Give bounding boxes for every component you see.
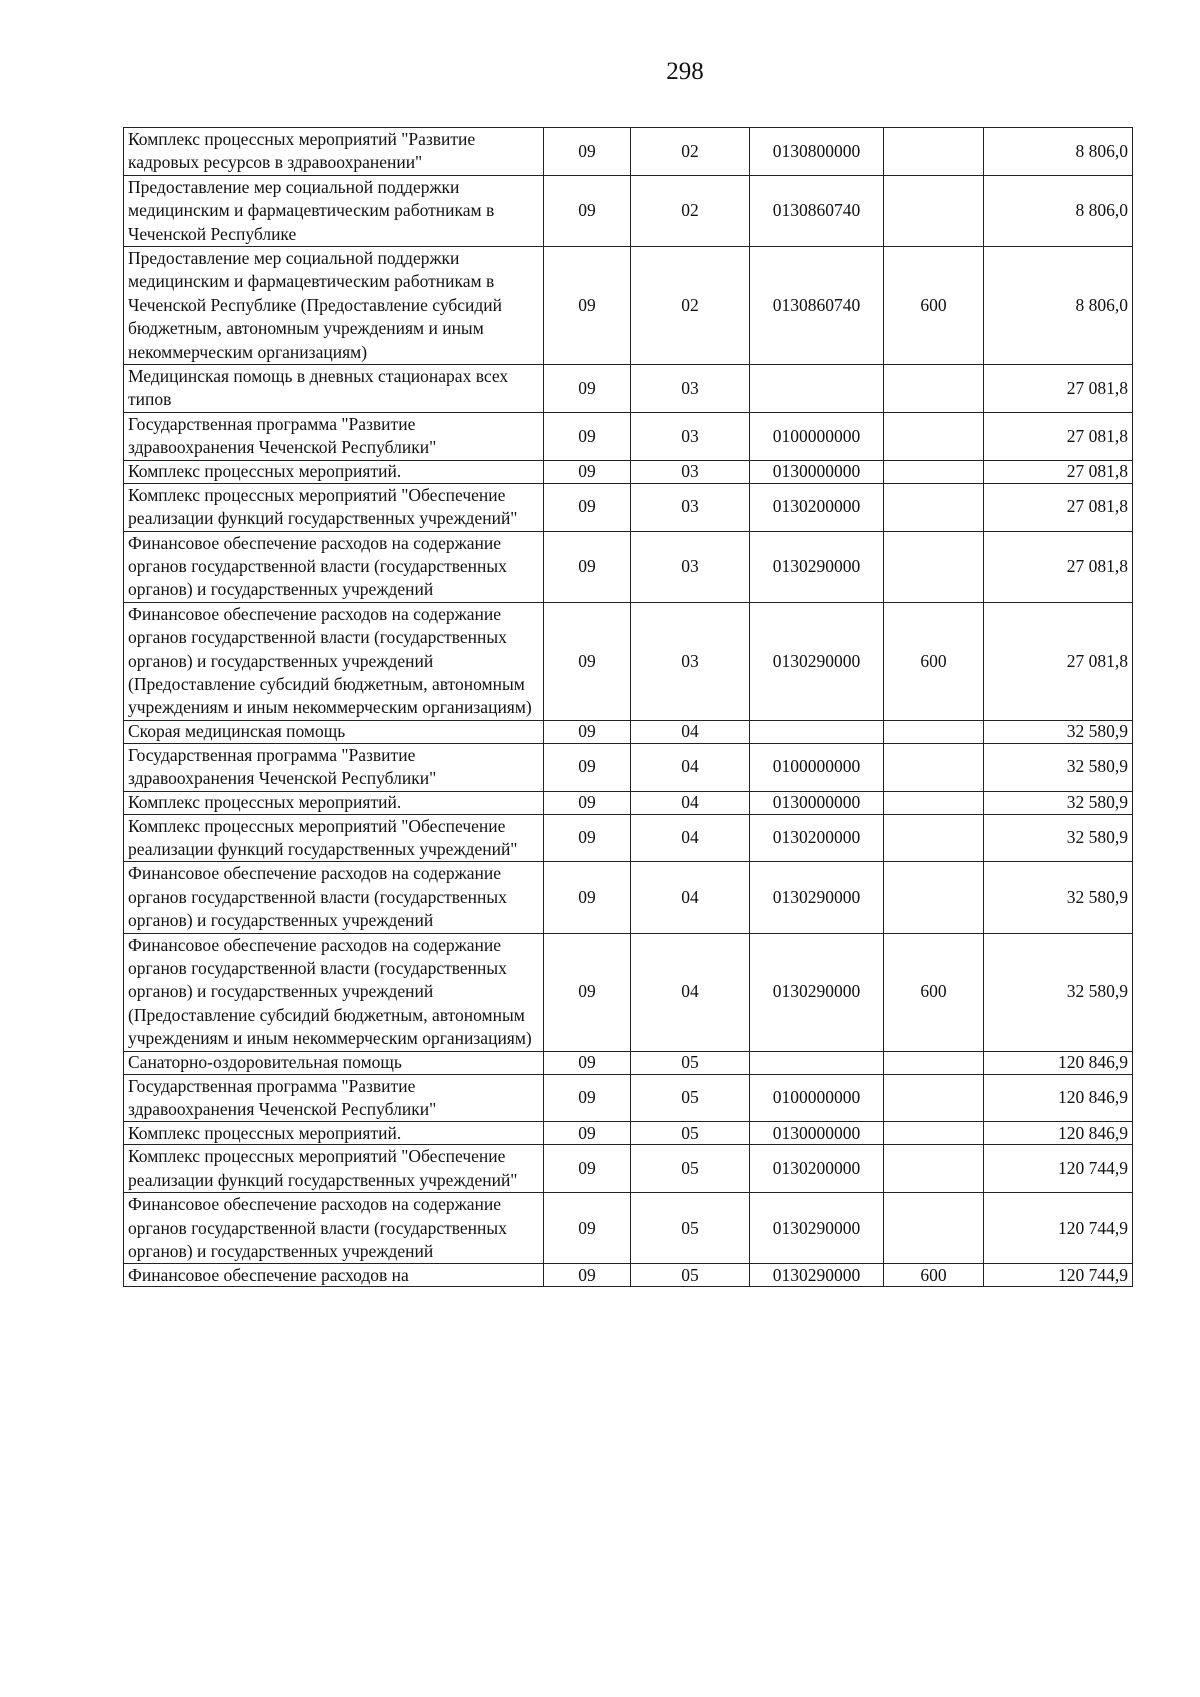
table-row <box>124 720 1133 743</box>
row-section-cell: 09 <box>544 933 631 1051</box>
row-section-cell: 09 <box>544 1074 631 1122</box>
row-amount-cell: 32 580,9 <box>984 720 1133 743</box>
row-expense-type-cell <box>884 791 984 814</box>
row-subsection-cell: 03 <box>631 602 750 720</box>
row-subsection-cell: 04 <box>631 720 750 743</box>
table-row <box>124 602 1133 720</box>
row-amount-cell: 27 081,8 <box>984 412 1133 460</box>
row-target-article-cell <box>750 1051 884 1074</box>
row-target-article-cell: 0130290000 <box>750 862 884 933</box>
row-amount-cell: 8 806,0 <box>984 175 1133 246</box>
row-name-cell: Комплекс процессных мероприятий "Обеспечение реализации функций государственных учреждений" <box>124 483 544 531</box>
row-section-cell: 09 <box>544 1264 631 1287</box>
row-name-cell: Финансовое обеспечение расходов на содержание органов государственной власти (государственных органов) и государственных учреждений <box>124 1193 544 1264</box>
page-number: 298 <box>666 58 704 85</box>
row-amount-cell: 32 580,9 <box>984 791 1133 814</box>
row-name-cell: Медицинская помощь в дневных стационарах всех типов <box>124 365 544 413</box>
row-name-cell: Государственная программа "Развитие здравоохранения Чеченской Республики" <box>124 412 544 460</box>
row-section-cell: 09 <box>544 602 631 720</box>
row-name-cell: Государственная программа "Развитие здравоохранения Чеченской Республики" <box>124 743 544 791</box>
row-subsection-cell: 04 <box>631 743 750 791</box>
row-section-cell: 09 <box>544 791 631 814</box>
row-expense-type-cell <box>884 483 984 531</box>
table-body <box>124 128 1133 1287</box>
row-amount-cell: 8 806,0 <box>984 128 1133 176</box>
row-expense-type-cell <box>884 1145 984 1193</box>
row-expense-type-cell: 600 <box>884 602 984 720</box>
row-name-cell: Комплекс процессных мероприятий "Развитие кадровых ресурсов в здравоохранении" <box>124 128 544 176</box>
row-subsection-cell: 04 <box>631 862 750 933</box>
row-target-article-cell: 0130200000 <box>750 1145 884 1193</box>
table-row <box>124 128 1133 176</box>
row-section-cell: 09 <box>544 1051 631 1074</box>
row-subsection-cell: 03 <box>631 460 750 483</box>
row-section-cell: 09 <box>544 743 631 791</box>
row-target-article-cell: 0130290000 <box>750 1193 884 1264</box>
row-target-article-cell <box>750 720 884 743</box>
row-amount-cell: 8 806,0 <box>984 247 1133 365</box>
row-name-cell: Комплекс процессных мероприятий. <box>124 1122 544 1145</box>
row-amount-cell: 120 846,9 <box>984 1074 1133 1122</box>
row-expense-type-cell: 600 <box>884 933 984 1051</box>
row-subsection-cell: 03 <box>631 531 750 602</box>
row-target-article-cell: 0130000000 <box>750 791 884 814</box>
row-target-article-cell: 0130290000 <box>750 531 884 602</box>
row-target-article-cell: 0100000000 <box>750 412 884 460</box>
row-target-article-cell: 0130290000 <box>750 602 884 720</box>
row-target-article-cell: 0100000000 <box>750 743 884 791</box>
table-row <box>124 483 1133 531</box>
row-expense-type-cell: 600 <box>884 247 984 365</box>
row-target-article-cell <box>750 365 884 413</box>
row-expense-type-cell <box>884 1193 984 1264</box>
row-name-cell: Финансовое обеспечение расходов на содержание органов государственной власти (государственных органов) и государственных учреждений (Предоставление субсидий бюджетным, автономным учреждениям и иным некоммерческим организациям) <box>124 933 544 1051</box>
table-row <box>124 1051 1133 1074</box>
row-section-cell: 09 <box>544 1145 631 1193</box>
row-subsection-cell: 04 <box>631 791 750 814</box>
row-subsection-cell: 04 <box>631 814 750 862</box>
row-amount-cell: 120 846,9 <box>984 1122 1133 1145</box>
row-target-article-cell: 0130200000 <box>750 483 884 531</box>
row-expense-type-cell: 600 <box>884 1264 984 1287</box>
row-expense-type-cell <box>884 175 984 246</box>
table-row <box>124 791 1133 814</box>
table-row <box>124 862 1133 933</box>
row-amount-cell: 27 081,8 <box>984 483 1133 531</box>
row-subsection-cell: 05 <box>631 1193 750 1264</box>
row-subsection-cell: 02 <box>631 175 750 246</box>
table-row <box>124 460 1133 483</box>
table-row <box>124 365 1133 413</box>
row-section-cell: 09 <box>544 531 631 602</box>
row-name-cell: Предоставление мер социальной поддержки медицинским и фармацевтическим работникам в Чеченской Республике <box>124 175 544 246</box>
row-section-cell: 09 <box>544 128 631 176</box>
table-row <box>124 933 1133 1051</box>
table-row <box>124 1264 1133 1287</box>
row-amount-cell: 32 580,9 <box>984 862 1133 933</box>
table-row <box>124 1193 1133 1264</box>
row-amount-cell: 120 744,9 <box>984 1193 1133 1264</box>
table-row <box>124 247 1133 365</box>
row-section-cell: 09 <box>544 814 631 862</box>
table-row <box>124 814 1133 862</box>
row-section-cell: 09 <box>544 1122 631 1145</box>
row-expense-type-cell <box>884 460 984 483</box>
row-name-cell: Финансовое обеспечение расходов на содержание органов государственной власти (государственных органов) и государственных учреждений <box>124 531 544 602</box>
row-amount-cell: 120 744,9 <box>984 1264 1133 1287</box>
row-section-cell: 09 <box>544 1193 631 1264</box>
row-section-cell: 09 <box>544 175 631 246</box>
row-name-cell: Финансовое обеспечение расходов на содержание органов государственной власти (государственных органов) и государственных учреждений (Предоставление субсидий бюджетным, автономным учреждениям и иным некоммерческим организациям) <box>124 602 544 720</box>
row-subsection-cell: 05 <box>631 1145 750 1193</box>
row-section-cell: 09 <box>544 862 631 933</box>
row-amount-cell: 32 580,9 <box>984 814 1133 862</box>
row-target-article-cell: 0100000000 <box>750 1074 884 1122</box>
row-target-article-cell: 0130000000 <box>750 1122 884 1145</box>
table-row <box>124 412 1133 460</box>
row-expense-type-cell <box>884 365 984 413</box>
row-expense-type-cell <box>884 1051 984 1074</box>
table-row <box>124 1145 1133 1193</box>
row-expense-type-cell <box>884 814 984 862</box>
table-row <box>124 743 1133 791</box>
row-expense-type-cell <box>884 1074 984 1122</box>
row-expense-type-cell <box>884 743 984 791</box>
row-name-cell: Предоставление мер социальной поддержки медицинским и фармацевтическим работникам в Чеченской Республике (Предоставление субсидий бюджетным, автономным учреждениям и иным некоммерческим организациям) <box>124 247 544 365</box>
row-name-cell: Санаторно-оздоровительная помощь <box>124 1051 544 1074</box>
row-amount-cell: 120 846,9 <box>984 1051 1133 1074</box>
row-subsection-cell: 03 <box>631 412 750 460</box>
budget-table <box>123 127 1133 1287</box>
row-subsection-cell: 05 <box>631 1074 750 1122</box>
row-section-cell: 09 <box>544 720 631 743</box>
row-subsection-cell: 03 <box>631 365 750 413</box>
table-row <box>124 531 1133 602</box>
row-expense-type-cell <box>884 720 984 743</box>
row-expense-type-cell <box>884 862 984 933</box>
row-name-cell: Комплекс процессных мероприятий "Обеспечение реализации функций государственных учреждений" <box>124 814 544 862</box>
row-amount-cell: 27 081,8 <box>984 531 1133 602</box>
row-name-cell: Комплекс процессных мероприятий. <box>124 791 544 814</box>
row-target-article-cell: 0130000000 <box>750 460 884 483</box>
row-subsection-cell: 02 <box>631 247 750 365</box>
row-section-cell: 09 <box>544 365 631 413</box>
row-name-cell: Скорая медицинская помощь <box>124 720 544 743</box>
row-section-cell: 09 <box>544 412 631 460</box>
row-amount-cell: 27 081,8 <box>984 460 1133 483</box>
table-row <box>124 1122 1133 1145</box>
row-name-cell: Государственная программа "Развитие здравоохранения Чеченской Республики" <box>124 1074 544 1122</box>
row-target-article-cell: 0130290000 <box>750 1264 884 1287</box>
row-name-cell: Финансовое обеспечение расходов на <box>124 1264 544 1287</box>
row-subsection-cell: 05 <box>631 1264 750 1287</box>
row-target-article-cell: 0130860740 <box>750 175 884 246</box>
row-section-cell: 09 <box>544 247 631 365</box>
row-target-article-cell: 0130800000 <box>750 128 884 176</box>
row-name-cell: Комплекс процессных мероприятий. <box>124 460 544 483</box>
row-name-cell: Комплекс процессных мероприятий "Обеспечение реализации функций государственных учреждений" <box>124 1145 544 1193</box>
row-subsection-cell: 03 <box>631 483 750 531</box>
row-amount-cell: 32 580,9 <box>984 933 1133 1051</box>
row-expense-type-cell <box>884 1122 984 1145</box>
row-subsection-cell: 02 <box>631 128 750 176</box>
row-target-article-cell: 0130200000 <box>750 814 884 862</box>
row-target-article-cell: 0130860740 <box>750 247 884 365</box>
row-expense-type-cell <box>884 412 984 460</box>
row-expense-type-cell <box>884 531 984 602</box>
row-subsection-cell: 05 <box>631 1122 750 1145</box>
row-amount-cell: 120 744,9 <box>984 1145 1133 1193</box>
table-row <box>124 175 1133 246</box>
row-expense-type-cell <box>884 128 984 176</box>
row-section-cell: 09 <box>544 460 631 483</box>
row-amount-cell: 27 081,8 <box>984 365 1133 413</box>
row-subsection-cell: 05 <box>631 1051 750 1074</box>
row-section-cell: 09 <box>544 483 631 531</box>
row-target-article-cell: 0130290000 <box>750 933 884 1051</box>
row-amount-cell: 32 580,9 <box>984 743 1133 791</box>
row-amount-cell: 27 081,8 <box>984 602 1133 720</box>
row-name-cell: Финансовое обеспечение расходов на содержание органов государственной власти (государственных органов) и государственных учреждений <box>124 862 544 933</box>
table-row <box>124 1074 1133 1122</box>
row-subsection-cell: 04 <box>631 933 750 1051</box>
